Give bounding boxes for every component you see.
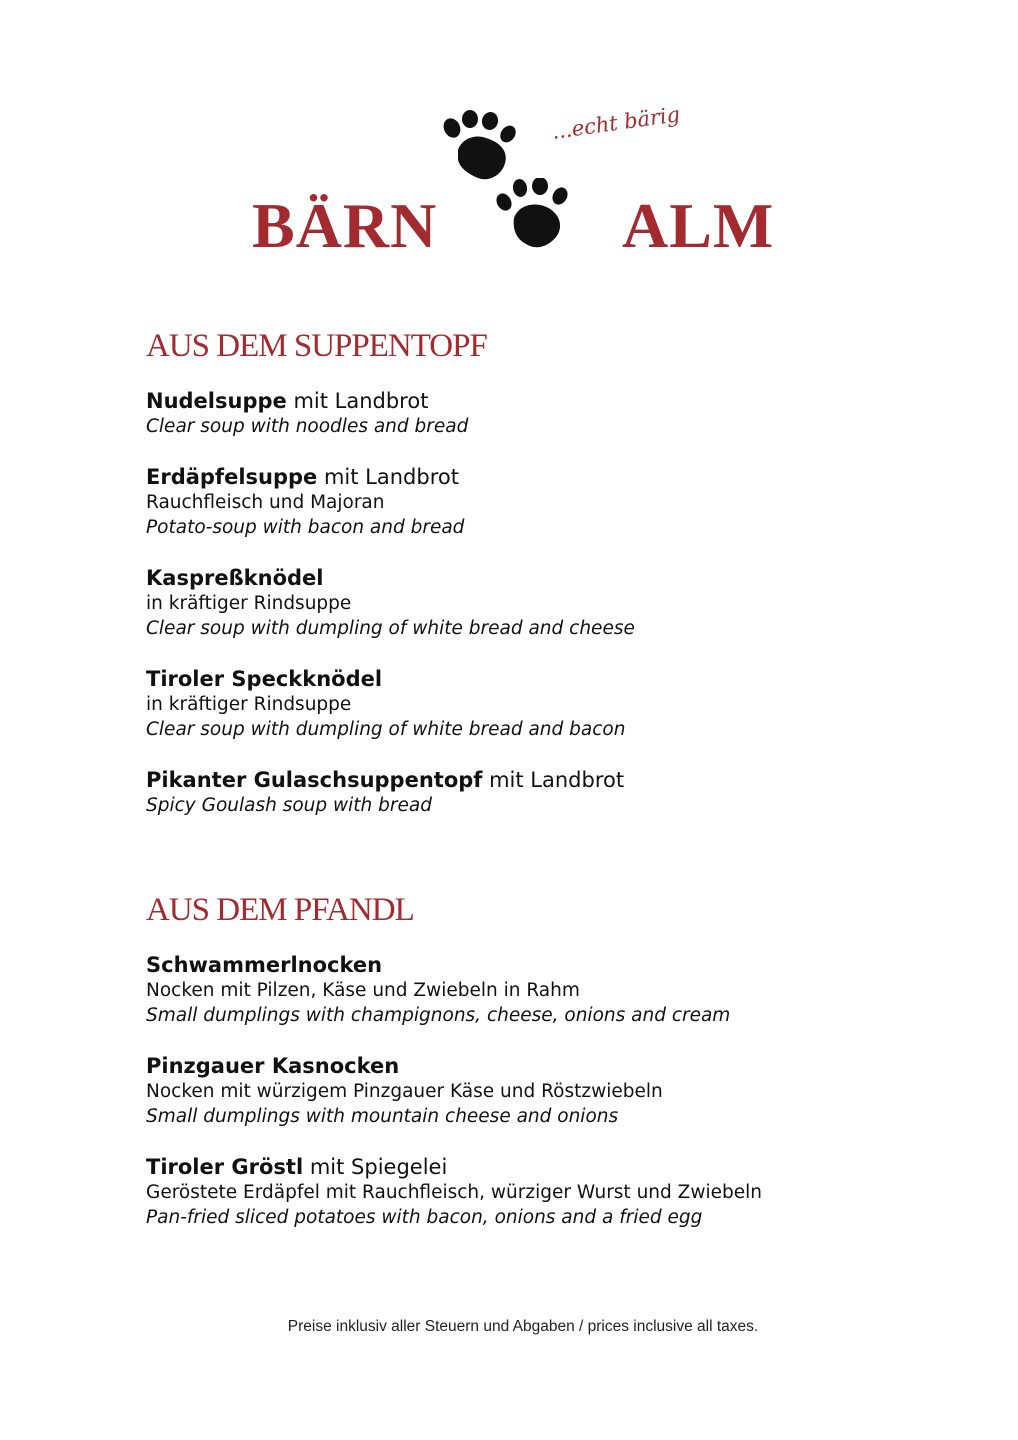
paw-print-icon	[494, 178, 574, 250]
item-name: Pinzgauer Kasnocken	[146, 1054, 400, 1078]
item-description: Rauchfleisch und Majoran	[146, 492, 385, 513]
item-english: Clear soup with dumpling of white bread and cheese	[146, 618, 635, 639]
menu-item	[146, 1154, 906, 1230]
paw-print-icon	[440, 110, 524, 184]
item-english: Clear soup with dumpling of white bread and bacon	[146, 719, 626, 740]
section-title: AUS DEM SUPPENTOPF	[146, 328, 487, 364]
menu-item	[146, 388, 906, 439]
item-name: Schwammerlnocken	[146, 953, 383, 977]
section-suppentopf	[146, 326, 906, 843]
section-pfandl	[146, 890, 906, 1255]
item-english: Potato-soup with bacon and bread	[146, 517, 465, 538]
item-suffix: mit Landbrot	[482, 768, 625, 792]
logo-tagline: ...echt bärig	[550, 102, 682, 144]
item-suffix: mit Spiegelei	[303, 1155, 448, 1179]
item-name: Erdäpfelsuppe	[146, 465, 318, 489]
item-description: Nocken mit würzigem Pinzgauer Käse und Röstzwiebeln	[146, 1081, 663, 1102]
item-description: Nocken mit Pilzen, Käse und Zwiebeln in Rahm	[146, 980, 580, 1001]
item-name: Nudelsuppe	[146, 389, 287, 413]
menu-item	[146, 1053, 906, 1129]
menu-item	[146, 767, 906, 818]
item-name: Pikanter Gulaschsuppentopf	[146, 768, 483, 792]
logo-word-baern: BÄRN	[252, 190, 438, 261]
item-suffix: mit Landbrot	[286, 389, 429, 413]
logo-word-alm: ALM	[622, 190, 775, 261]
item-name: Kaspreßknödel	[146, 566, 324, 590]
item-english: Spicy Goulash soup with bread	[146, 795, 432, 816]
item-description: Geröstete Erdäpfel mit Rauchfleisch, würziger Wurst und Zwiebeln	[146, 1182, 762, 1203]
section-title: AUS DEM PFANDL	[146, 892, 414, 928]
item-description: in kräftiger Rindsuppe	[146, 593, 352, 614]
item-name: Tiroler Gröstl	[146, 1155, 304, 1179]
item-english: Clear soup with noodles and bread	[146, 416, 469, 437]
item-description: in kräftiger Rindsuppe	[146, 694, 352, 715]
menu-item	[146, 666, 906, 742]
item-suffix: mit Landbrot	[317, 465, 459, 489]
menu-item	[146, 464, 906, 540]
logo	[0, 0, 1018, 270]
item-english: Small dumplings with champignons, cheese, onions and cream	[146, 1005, 731, 1026]
menu-item	[146, 565, 906, 641]
footer-note: Preise inklusiv aller Steuern und Abgaben / prices inclusive all taxes.	[287, 1318, 759, 1335]
menu-item	[146, 952, 906, 1028]
item-english: Pan-fried sliced potatoes with bacon, onions and a fried egg	[146, 1207, 703, 1228]
item-english: Small dumplings with mountain cheese and onions	[146, 1106, 619, 1127]
item-name: Tiroler Speckknödel	[146, 667, 383, 691]
